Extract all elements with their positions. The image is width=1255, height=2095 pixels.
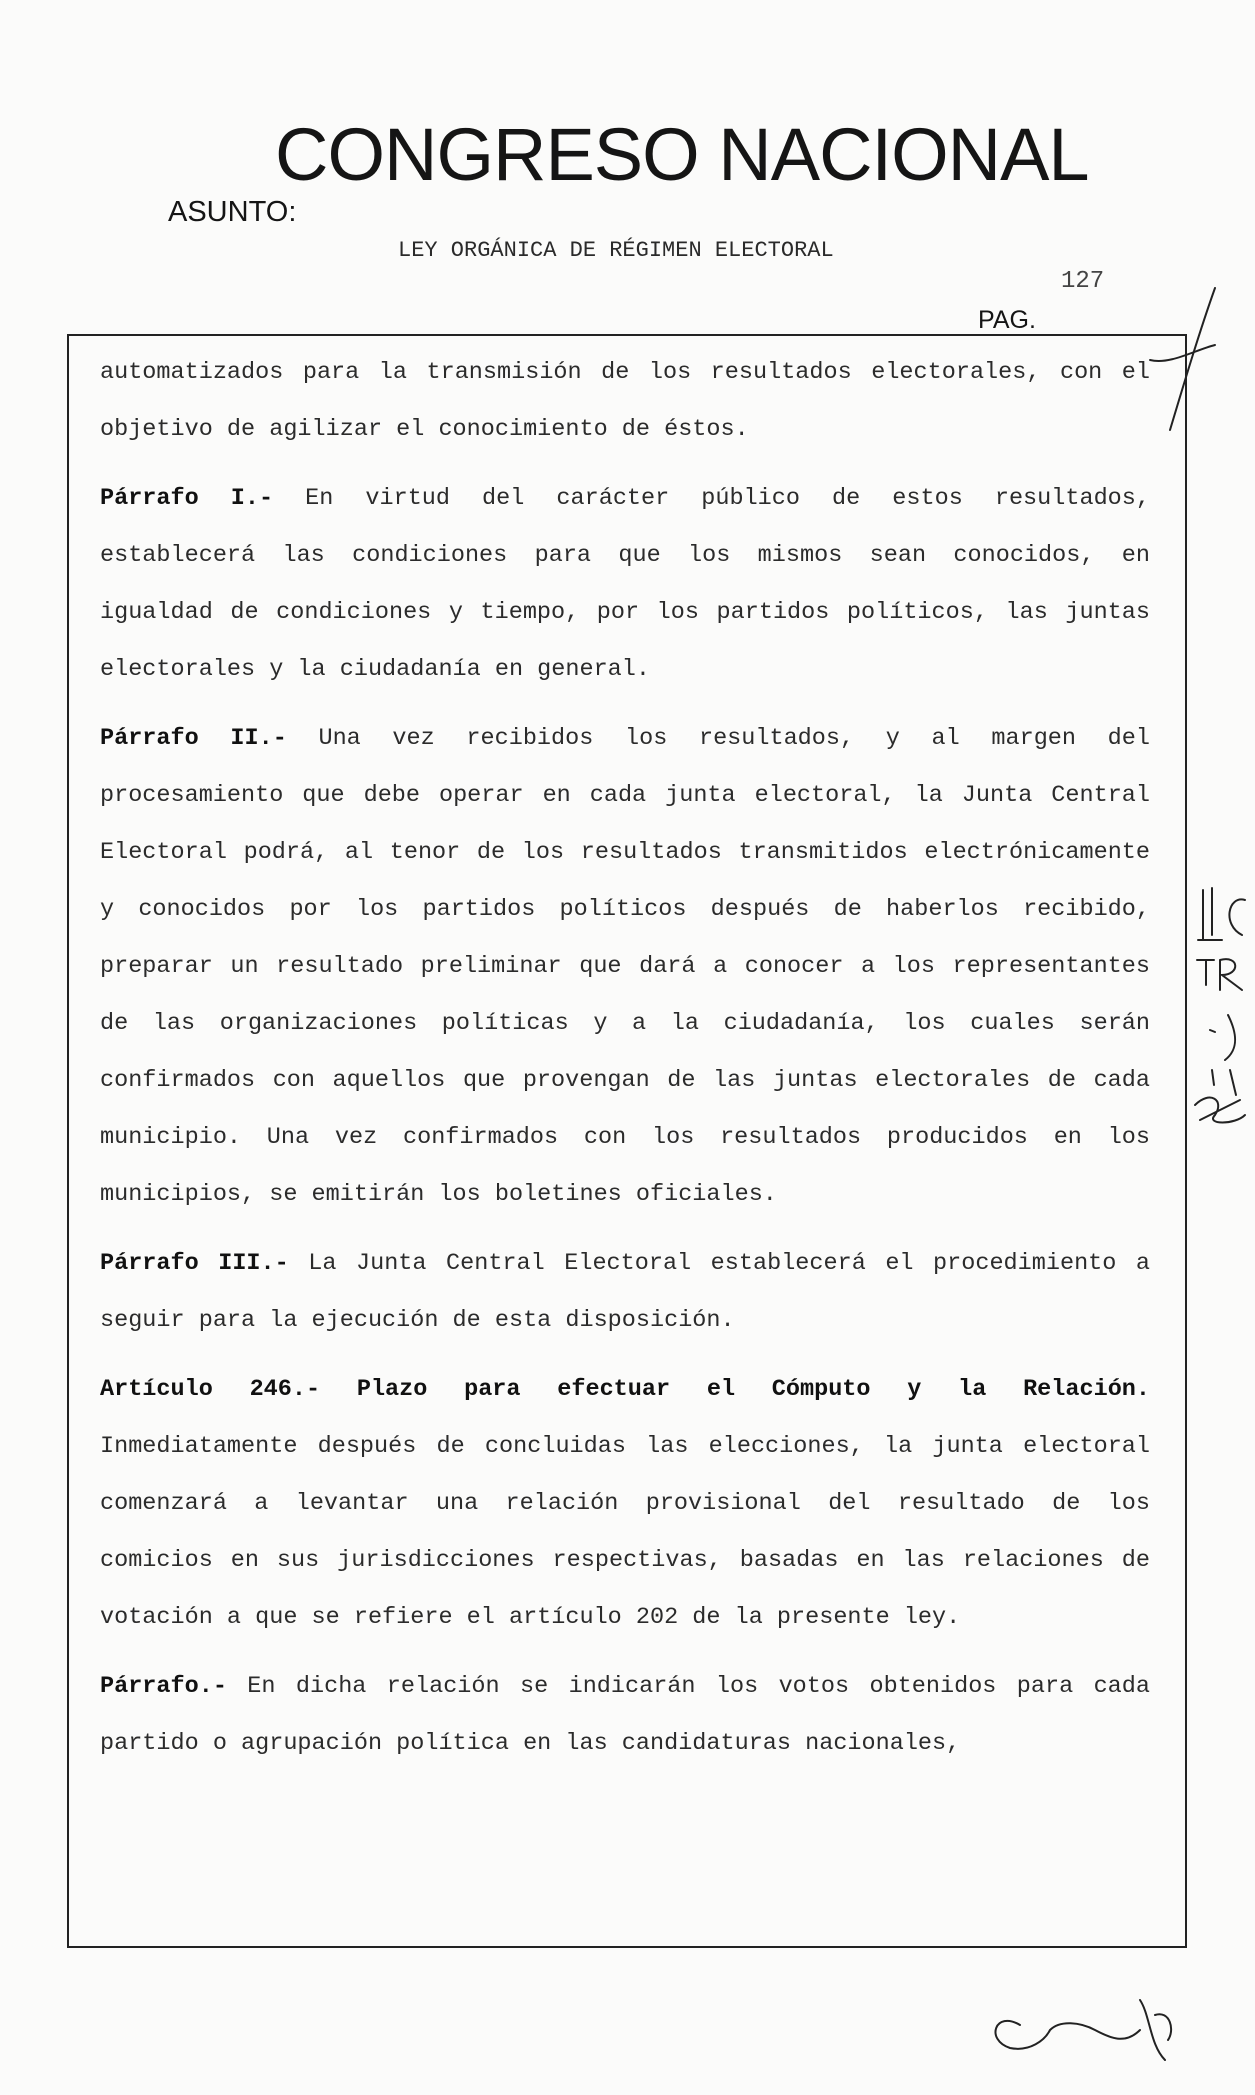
paragraph-text: La Junta Central Electoral establecerá el procedimiento a seguir para la ejecución de esta disposición. [100, 1250, 1150, 1334]
article-heading: Artículo 246.- Plazo para efectuar el Cómputo y la Relación. [100, 1376, 1150, 1403]
paragraph-text: En dicha relación se indicarán los votos obtenidos para cada partido o agrupación política en las candidaturas nacionales, [100, 1673, 1150, 1757]
paragraph-continuation [100, 344, 1150, 458]
article-246 [100, 1361, 1150, 1646]
paragraph-3 [100, 1235, 1150, 1349]
page-number: 127 [1061, 268, 1105, 295]
document-body [100, 344, 1150, 1784]
margin-initials [1198, 888, 1245, 940]
asunto-label: ASUNTO: [168, 196, 297, 228]
paragraph-heading: Párrafo III.- [100, 1250, 289, 1277]
paragraph-heading: Párrafo II.- [100, 725, 287, 752]
page-label: PAG. [978, 306, 1036, 334]
paragraph-heading: Párrafo I.- [100, 485, 274, 512]
paragraph-1 [100, 470, 1150, 698]
paragraph-2 [100, 710, 1150, 1223]
bottom-signature [996, 2021, 1140, 2049]
page-title: CONGRESO NACIONAL [275, 113, 1089, 196]
paragraph-heading: Párrafo.- [100, 1673, 227, 1700]
document-subject: LEY ORGÁNICA DE RÉGIMEN ELECTORAL [398, 238, 834, 263]
paragraph-text: Una vez recibidos los resultados, y al margen del procesamiento que debe operar en cada junta electoral, la Junta Central Electoral podrá, al tenor de los resultados transmitidos electrónicamente y conocidos por los partidos políticos después de haberlos recibido, preparar un resultado preliminar que dará a conocer a los representantes de las organizaciones políticas y a la ciudadanía, los cuales serán confirmados con aquellos que provengan de las juntas electorales de cada municipio. Una vez confirmados con los resultados producidos en los municipios, se emitirán los boletines oficiales. [100, 725, 1150, 1208]
paragraph-4 [100, 1658, 1150, 1772]
paragraph-text: Inmediatamente después de concluidas las elecciones, la junta electoral comenzará a levantar una relación provisional del resultado de los comicios en sus jurisdicciones respectivas, basadas en las relaciones de votación a que se refiere el artículo 202 de la presente ley. [100, 1433, 1150, 1631]
paragraph-text: automatizados para la transmisión de los resultados electorales, con el objetivo de agilizar el conocimiento de éstos. [100, 359, 1150, 443]
paragraph-text: En virtud del carácter público de estos resultados, establecerá las condiciones para que los mismos sean conocidos, en igualdad de condiciones y tiempo, por los partidos políticos, las juntas electorales y la ciudadanía en general. [100, 485, 1150, 683]
